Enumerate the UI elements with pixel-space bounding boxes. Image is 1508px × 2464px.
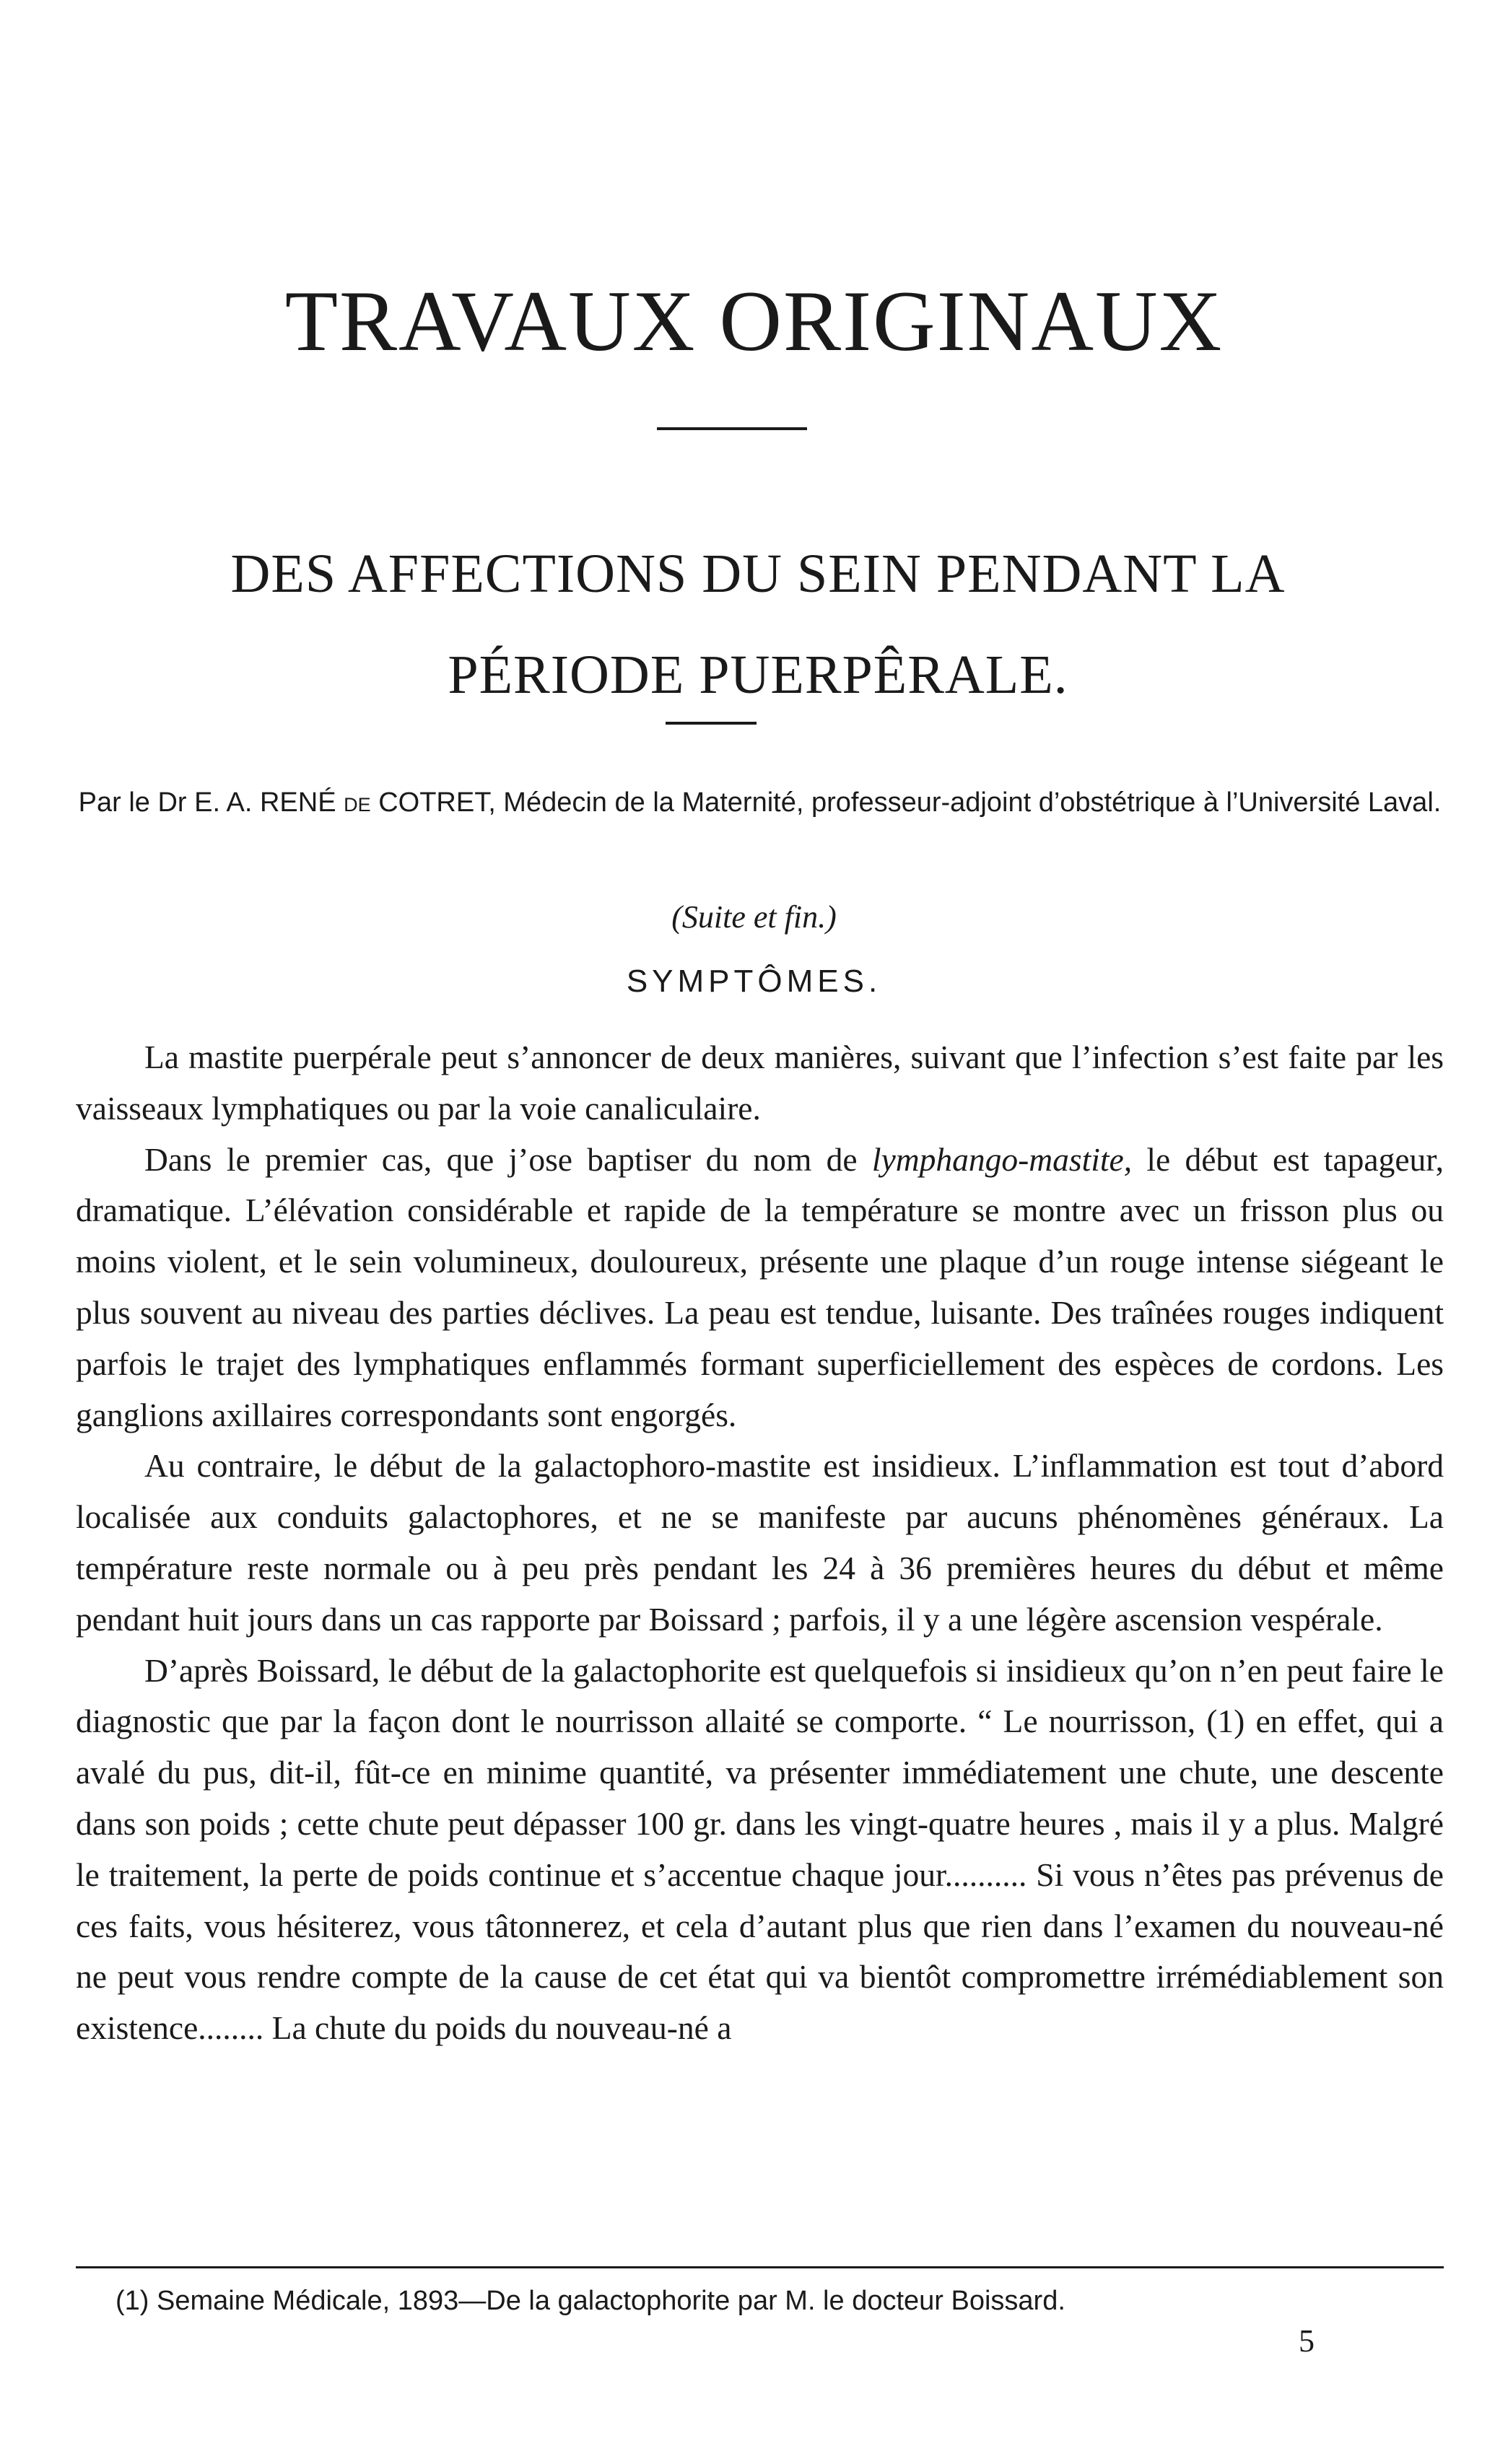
article-divider: [666, 722, 757, 725]
paragraph-2-before: Dans le premier cas, que j’ose baptiser du nom de: [144, 1140, 858, 1178]
article-title-line-1: DES AFFECTIONS DU SEIN PENDANT LA: [230, 543, 1286, 604]
byline-prefix: Par le Dr E. A. RENÉ: [78, 787, 336, 818]
paragraph-1: La mastite puerpérale peut s’annoncer de deux manières, suivant que l’infection s’est faite par les vaisseaux lymphatiques ou par la voie canaliculaire.: [76, 1039, 1444, 1127]
article-title: [87, 523, 1429, 725]
section-title: TRAVAUX ORIGINAUX: [284, 273, 1224, 369]
byline-particle: de: [344, 787, 371, 818]
paragraph-2: [76, 1135, 1444, 1441]
paragraph-2-after: le début est tapageur, dramatique. L’élévation considérable et rapide de la température se montre avec un frisson plus ou moins violent, et le sein volumineux, douloureux, présente une plaque d’un rouge intense siégeant le plus souvent au niveau des parties déclives. La peau est tendue, luisante. Des traînées rouges indiquent parfois le trajet des lymphatiques enflammés formant superficiellement des espèces de cordons. Les ganglions axillaires correspondants sont engorgés.: [76, 1140, 1444, 1433]
byline-rest: COTRET, Médecin de la Maternité, professeur-adjoint d’obstétrique à l’Université Laval.: [378, 787, 1442, 818]
footnote-divider: [76, 2266, 1444, 2268]
footnote: (1) Semaine Médicale, 1893—De la galactophorite par M. le docteur Boissard.: [116, 2286, 1065, 2316]
continuation-note: (Suite et fin.): [671, 899, 837, 935]
paragraph-3: Au contraire, le début de la galactophoro-mastite est insidieux. L’inflammation est tout d’abord localisée aux conduits galactophores, et ne se manifeste par aucuns phénomènes généraux. La température reste normale ou à peu près pendant les 24 à 36 premières heures du début et même pendant huit jours dans un cas rapporte par Boissard ; parfois, il y a une légère ascension vespérale.: [76, 1447, 1444, 1638]
author-byline: [76, 783, 1444, 822]
article-title-line-2: PÉRIODE PUERPÊRALE.: [448, 645, 1068, 705]
body-text: [76, 1032, 1444, 2054]
section-heading: SYMPTÔMES.: [626, 964, 882, 999]
paragraph-4: D’après Boissard, le début de la galactophorite est quelquefois si insidieux qu’on n’en peut faire le diagnostic que par la façon dont le nourrisson allaité se comporte. “ Le nourrisson, (1) en effet, qui a avalé du pus, dit-il, fût-ce en minime quantité, va présenter immédiatement une chute, une descente dans son poids ; cette chute peut dépasser 100 gr. dans les vingt-quatre heures , mais il y a plus. Malgré le traitement, la perte de poids continue et s’accentue chaque jour.......... Si vous n’êtes pas prévenus de ces faits, vous hésiterez, vous tâtonnerez, et cela d’autant plus que rien dans l’examen du nouveau-né ne peut vous rendre compte de la cause de cet état qui va bientôt compromettre irrémédiablement son existence........ La chute du poids du nouveau-né a: [76, 1651, 1444, 2047]
paragraph-2-term: lymphango-mastite,: [871, 1140, 1133, 1178]
page-number: 5: [1299, 2323, 1315, 2359]
title-divider: [657, 427, 807, 430]
